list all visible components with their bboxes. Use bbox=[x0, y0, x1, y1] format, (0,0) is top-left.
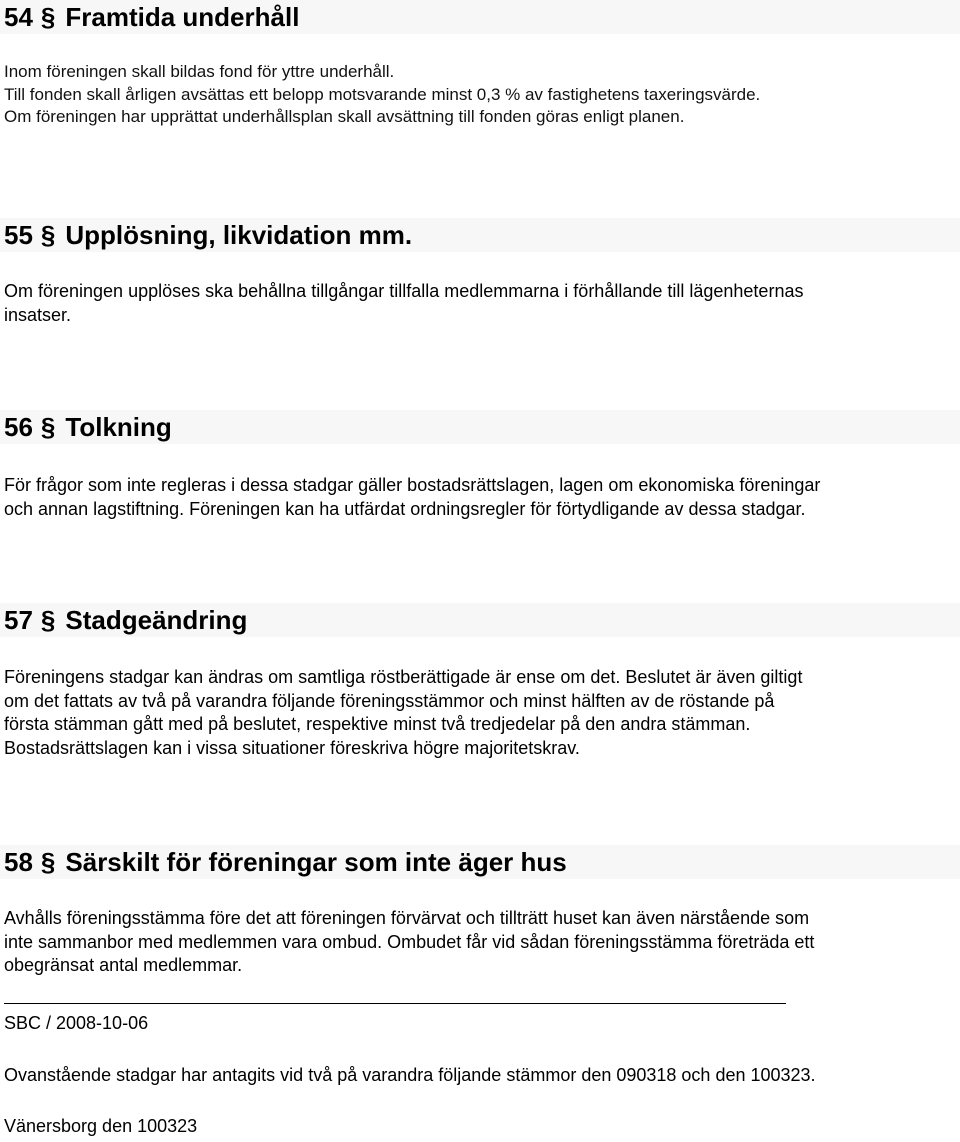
section-body-56 bbox=[4, 474, 958, 521]
body-line: insatser. bbox=[4, 304, 72, 325]
document-reference: SBC / 2008-10-06 bbox=[4, 1013, 149, 1033]
body-line: första stämman gått med på beslutet, respektive minst två tredjedelar på den andra stämman. bbox=[4, 714, 751, 734]
section-symbol: § bbox=[40, 220, 56, 250]
body-line: Inom föreningen skall bildas fond för yttre underhåll. bbox=[4, 62, 395, 81]
section-number: 57 bbox=[4, 605, 33, 635]
section-symbol: § bbox=[40, 412, 56, 442]
section-number: 54 bbox=[4, 2, 33, 32]
section-body-57 bbox=[4, 666, 958, 760]
body-line: Föreningens stadgar kan ändras om samtliga röstberättigade är ense om det. Beslutet är även giltigt bbox=[4, 667, 803, 687]
body-line: Bostadsrättslagen kan i vissa situationer föreskriva högre majoritetskrav. bbox=[4, 737, 580, 758]
section-title: Framtida underhåll bbox=[65, 2, 300, 32]
body-line: och annan lagstiftning. Föreningen kan ha utfärdat ordningsregler för förtydligande av dessa stadgar. bbox=[4, 498, 806, 519]
section-number: 56 bbox=[4, 412, 33, 442]
section-heading-57 bbox=[0, 603, 960, 637]
section-symbol: § bbox=[40, 847, 56, 877]
section-body-58 bbox=[4, 907, 958, 978]
separator-line bbox=[4, 1003, 786, 1004]
body-line: För frågor som inte regleras i dessa stadgar gäller bostadsrättslagen, lagen om ekonomiska föreningar bbox=[4, 475, 821, 495]
section-heading-54 bbox=[0, 0, 960, 34]
body-line: obegränsat antal medlemmar. bbox=[4, 955, 243, 975]
section-heading-55 bbox=[0, 218, 960, 252]
section-symbol: § bbox=[40, 2, 56, 32]
adoption-statement: Ovanstående stadgar har antagits vid två på varandra följande stämmor den 090318 och den 100323. bbox=[4, 1065, 816, 1085]
section-body-54 bbox=[4, 61, 958, 129]
section-title: Upplösning, likvidation mm. bbox=[65, 220, 413, 250]
section-heading-56 bbox=[0, 410, 960, 444]
section-heading-58 bbox=[0, 845, 960, 879]
section-symbol: § bbox=[40, 605, 56, 635]
section-title: Stadgeändring bbox=[65, 605, 248, 635]
section-title: Tolkning bbox=[65, 412, 172, 442]
body-line: Om föreningen har upprättat underhållsplan skall avsättning till fonden göras enligt planen. bbox=[4, 107, 685, 126]
place-and-date: Vänersborg den 100323 bbox=[4, 1116, 198, 1136]
body-line: om det fattats av två på varandra följande föreningsstämmor och minst hälften av de röstande på bbox=[4, 690, 775, 711]
section-body-55 bbox=[4, 280, 958, 327]
section-number: 58 bbox=[4, 847, 33, 877]
body-line: Om föreningen upplöses ska behållna tillgångar tillfalla medlemmarna i förhållande till lägenheternas bbox=[4, 281, 804, 301]
body-line: Till fonden skall årligen avsättas ett belopp motsvarande minst 0,3 % av fastighetens taxeringsvärde. bbox=[4, 84, 761, 104]
section-title: Särskilt för föreningar som inte äger hus bbox=[65, 847, 567, 877]
body-line: inte sammanbor med medlemmen vara ombud. Ombudet får vid sådan föreningsstämma företräda ett bbox=[4, 931, 815, 952]
section-number: 55 bbox=[4, 220, 33, 250]
body-line: Avhålls föreningsstämma före det att föreningen förvärvat och tillträtt huset kan även närstående som bbox=[4, 908, 810, 928]
